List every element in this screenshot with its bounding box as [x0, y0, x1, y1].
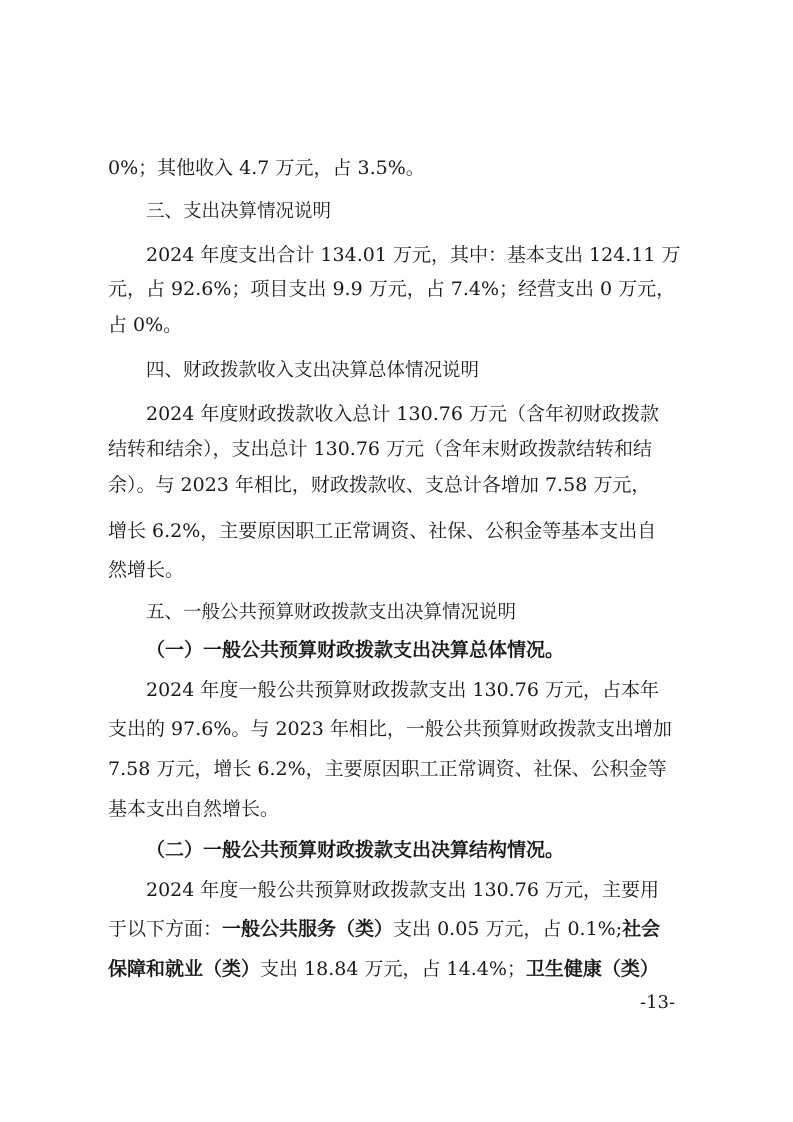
text-line: 2024 年度一般公共预算财政拨款支出 130.76 万元，主要用	[146, 879, 659, 901]
text-segment: 支出 18.84 万元，占 14.4%；	[260, 958, 526, 980]
text-line	[108, 956, 696, 982]
text-line: 7.58 万元，增长 6.2%，主要原因职工正常调资、社保、公积金等	[108, 758, 667, 780]
section-heading-3: 三、支出决算情况说明	[146, 201, 332, 222]
category-general-public-services: 一般公共服务（类）	[222, 918, 394, 940]
text-line: 增长 6.2%，主要原因职工正常调资、社保、公积金等基本支出自	[108, 520, 657, 542]
section-heading-4: 四、财政拨款收入支出决算总体情况说明	[146, 360, 480, 381]
subsection-heading-2: （二）一般公共预算财政拨款支出决算结构情况。	[146, 839, 565, 861]
category-social-security-end: 保障和就业（类）	[108, 958, 261, 980]
text-line: 2024 年度一般公共预算财政拨款支出 130.76 万元，占本年	[146, 679, 659, 701]
page-number: -13-	[640, 992, 676, 1013]
text-segment: 支出 0.05 万元，占 0.1%;	[393, 918, 623, 940]
text-line: 2024 年度财政拨款收入总计 130.76 万元（含年初财政拨款	[146, 403, 659, 425]
subsection-heading-1: （一）一般公共预算财政拨款支出决算总体情况。	[146, 639, 565, 661]
text-line: 0%；其他收入 4.7 万元，占 3.5%。	[108, 157, 425, 179]
text-line: 基本支出自然增长。	[108, 798, 280, 820]
category-social-security-start: 社会	[622, 918, 661, 940]
category-health: 卫生健康（类）	[525, 958, 659, 980]
text-line: 然增长。	[108, 559, 185, 581]
text-segment: 于以下方面：	[108, 918, 223, 940]
section-heading-5: 五、一般公共预算财政拨款支出决算情况说明	[146, 602, 517, 623]
text-line: 2024 年度支出合计 134.01 万元，其中：基本支出 124.11 万	[146, 244, 681, 266]
text-line	[108, 916, 696, 942]
text-line: 占 0%。	[108, 314, 183, 336]
text-line: 支出的 97.6%。与 2023 年相比，一般公共预算财政拨款支出增加	[108, 718, 672, 740]
text-line: 结转和结余），支出总计 130.76 万元（含年末财政拨款结转和结	[108, 438, 653, 460]
text-line: 余）。与 2023 年相比，财政拨款收、支总计各增加 7.58 万元，	[108, 474, 651, 496]
text-line: 元，占 92.6%；项目支出 9.9 万元，占 7.4%；经营支出 0 万元，	[108, 278, 676, 300]
